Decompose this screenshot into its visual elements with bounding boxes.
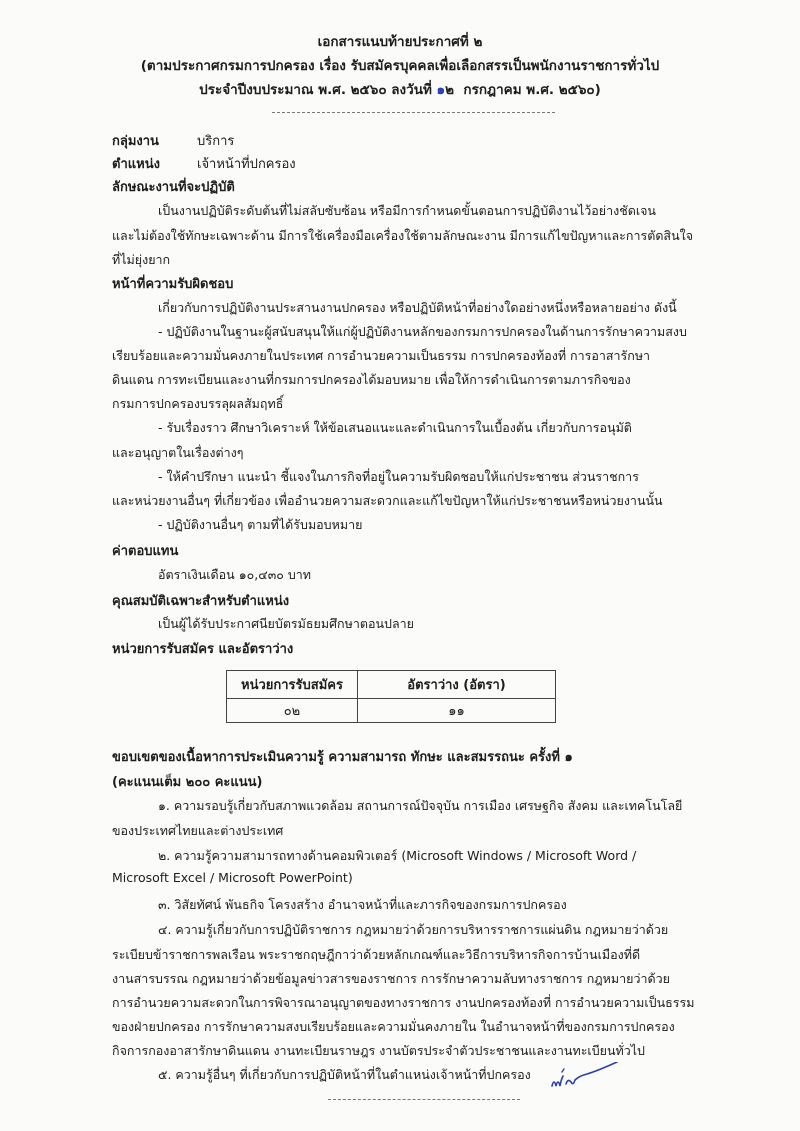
job-nature-line: และไม่ต้องใช้ทักษะเฉพาะด้าน มีการใช้เครื่องมือเครื่องใช้ตามลักษณะงาน มีการแก้ไขปัญหาและการตัดสินใจ <box>112 228 694 243</box>
subtitle-prefix: ประจำปีงบประมาณ พ.ศ. ๒๕๖๐ ลงวันที่ <box>199 82 437 98</box>
responsibility-line: - ให้คำปรึกษา แนะนำ ชี้แจงในภารกิจที่อยู่ในความรับผิดชอบให้แก่ประชาชน ส่วนราชการ <box>158 469 639 484</box>
qualifications-heading: คุณสมบัติเฉพาะสำหรับตำแหน่ง <box>112 594 290 609</box>
column-header-vacancies: อัตราว่าง (อัตรา) <box>358 671 556 699</box>
exam-scope-heading: ขอบเขตของเนื้อหาการประเมินความรู้ ความสามารถ ทักษะ และสมรรถนะ ครั้งที่ ๑ <box>112 750 573 765</box>
job-nature-heading: ลักษณะงานที่จะปฏิบัติ <box>112 180 235 195</box>
exam-scope-line: ๑. ความรอบรู้เกี่ยวกับสภาพแวดล้อม สถานการณ์ปัจจุบัน การเมือง เศรษฐกิจ สังคม และเทคโนโลยี <box>158 798 683 813</box>
responsibility-line: - ปฏิบัติงานอื่นๆ ตามที่ได้รับมอบหมาย <box>158 517 363 532</box>
document-title: เอกสารแนบท้ายประกาศที่ ๒ <box>317 34 483 50</box>
table-row <box>227 699 556 723</box>
exam-scope-line: การอำนวยความสะดวกในการพิจารณาอนุญาตของทางราชการ งานปกครองท้องที่ การอำนวยความเป็นธรรม <box>112 995 695 1010</box>
table-header-row <box>227 671 556 699</box>
document-subtitle-line1: (ตามประกาศกรมการปกครอง เรื่อง รับสมัครบุคคลเพื่อเลือกสรรเป็นพนักงานราชการทั่วไป <box>140 58 660 74</box>
responsibility-line: และอนุญาตในเรื่องต่างๆ <box>112 445 244 460</box>
subtitle-suffix: กรกฎาคม พ.ศ. ๒๕๖๐) <box>454 82 601 98</box>
job-nature-line: เป็นงานปฏิบัติระดับต้นที่ไม่สลับซับซ้อน หรือมีการกำหนดขั้นตอนการปฏิบัติงานไว้อย่างชัดเจน <box>158 203 656 218</box>
responsibility-line: เกี่ยวกับการปฏิบัติงานประสานงานปกครอง หรือปฏิบัติหน้าที่อย่างใดอย่างหนึ่งหรือหลายอย่าง ดังนี้ <box>158 300 677 315</box>
position-value: เจ้าหน้าที่ปกครอง <box>197 157 296 172</box>
exam-scope-line: Microsoft Excel / Microsoft PowerPoint) <box>112 870 353 885</box>
handwritten-signature-icon <box>548 1062 628 1092</box>
printed-day-digit: ๒ <box>445 82 455 98</box>
header-divider <box>272 112 555 113</box>
exam-scope-subheading: (คะแนนเต็ม ๒๐๐ คะแนน) <box>112 775 263 790</box>
responsibility-line: เรียบร้อยและความมั่นคงภายในประเทศ การอำนวยความเป็นธรรม การปกครองท้องที่ การอาสารักษา <box>112 348 651 363</box>
footer-divider <box>328 1099 520 1100</box>
exam-scope-line: กิจการกองอาสารักษาดินแดน งานทะเบียนราษฎร งานบัตรประจำตัวประชาชนและงานทะเบียนทั่วไป <box>112 1043 645 1058</box>
vacancies-table <box>226 670 556 723</box>
group-label: กลุ่มงาน <box>112 134 159 149</box>
responsibility-line: และหน่วยงานอื่นๆ ที่เกี่ยวข้อง เพื่ออำนวยความสะดวกและแก้ไขปัญหาให้แก่ประชาชนหรือหน่วยงานนั้น <box>112 493 663 508</box>
responsibility-line: กรมการปกครองบรรลุผลสัมฤทธิ์ <box>112 396 284 411</box>
exam-scope-line: ระเบียบข้าราชการพลเรือน พระราชกฤษฎีกาว่าด้วยหลักเกณฑ์และวิธีการบริหารกิจการบ้านเมืองที่ดี <box>112 947 641 962</box>
responsibility-line: ดินแดน การทะเบียนและงานที่กรมการปกครองได้มอบหมาย เพื่อให้การดำเนินการตามภารกิจของ <box>112 372 631 387</box>
exam-scope-line: ของประเทศไทยและต่างประเทศ <box>112 823 284 838</box>
compensation-heading: ค่าตอบแทน <box>112 544 179 559</box>
position-label: ตำแหน่ง <box>112 157 160 172</box>
responsibility-line: - รับเรื่องราว ศึกษาวิเคราะห์ ให้ข้อเสนอแนะและดำเนินการในเบื้องต้น เกี่ยวกับการอนุมัติ <box>158 420 632 435</box>
responsibility-line: - ปฏิบัติงานในฐานะผู้สนับสนุนให้แก่ผู้ปฏิบัติงานหลักของกรมการปกครองในด้านการรักษาความสงบ <box>158 324 687 339</box>
responsibilities-heading: หน้าที่ความรับผิดชอบ <box>112 277 234 292</box>
handwritten-day-digit: ๑ <box>436 82 446 98</box>
column-header-unit: หน่วยการรับสมัคร <box>227 671 358 699</box>
exam-scope-line: ๒. ความรู้ความสามารถทางด้านคอมพิวเตอร์ (Microsoft Windows / Microsoft Word / <box>158 848 637 863</box>
cell-unit: ๐๒ <box>227 699 358 723</box>
job-nature-line: ที่ไม่ยุ่งยาก <box>112 252 171 267</box>
qualifications-value: เป็นผู้ได้รับประกาศนียบัตรมัธยมศึกษาตอนปลาย <box>158 616 414 631</box>
group-value: บริการ <box>197 134 235 149</box>
vacancies-heading: หน่วยการรับสมัคร และอัตราว่าง <box>112 642 294 657</box>
document-subtitle-line2 <box>0 78 800 100</box>
compensation-value: อัตราเงินเดือน ๑๐,๔๓๐ บาท <box>158 567 312 582</box>
cell-vacancies: ๑๑ <box>358 699 556 723</box>
exam-scope-line: ของฝ่ายปกครอง การรักษาความสงบเรียบร้อยและความมั่นคงภายใน ในอำนาจหน้าที่ของกรมการปกครอง <box>112 1019 675 1034</box>
exam-scope-line: ๔. ความรู้เกี่ยวกับการปฏิบัติราชการ กฎหมายว่าด้วยการบริหารราชการแผ่นดิน กฎหมายว่าด้วย <box>158 922 669 937</box>
exam-scope-line: ๕. ความรู้อื่นๆ ที่เกี่ยวกับการปฏิบัติหน้าที่ในตำแหน่งเจ้าหน้าที่ปกครอง <box>158 1067 531 1082</box>
exam-scope-line: ๓. วิสัยทัศน์ พันธกิจ โครงสร้าง อำนาจหน้าที่และภารกิจของกรมการปกครอง <box>158 897 567 912</box>
exam-scope-line: งานสารบรรณ กฎหมายว่าด้วยข้อมูลข่าวสารของราชการ การรักษาความลับทางราชการ กฎหมายว่าด้วย <box>112 971 671 986</box>
